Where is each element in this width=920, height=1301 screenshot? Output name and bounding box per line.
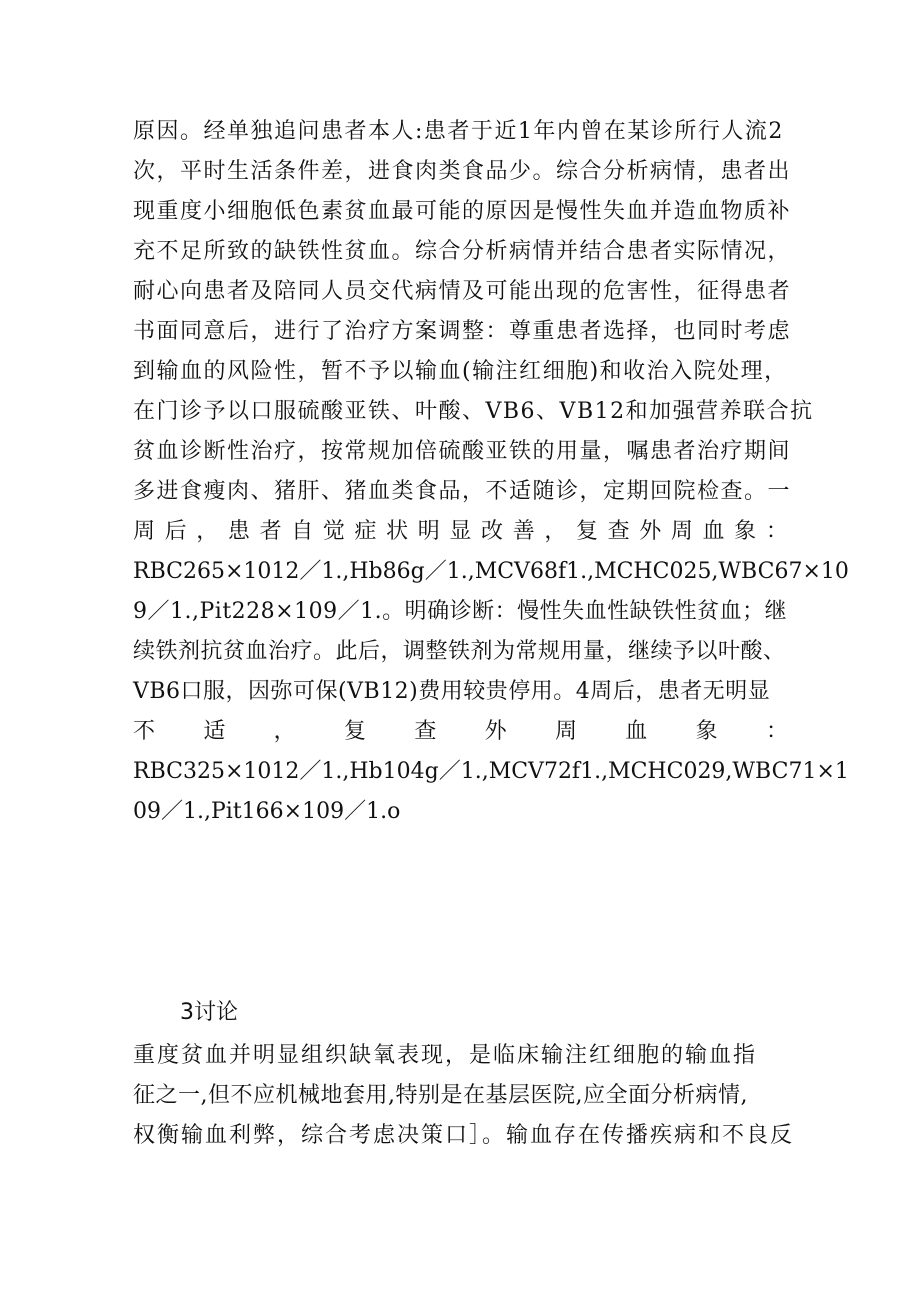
text-line: 书面同意后，进行了治疗方案调整：尊重患者选择，也同时考虑 (133, 319, 792, 344)
text-line: 原因。经单独追问患者本人:患者于近1年内曾在某诊所行人流2 (133, 119, 784, 144)
text-line: VB6口服，因弥可保(VB12)费用较贵停用。4周后，患者无明显 (133, 679, 771, 704)
text-line: 在门诊予以口服硫酸亚铁、叶酸、VB6、VB12和加强营养联合抗 (133, 399, 814, 424)
text-line: 充不足所致的缺铁性贫血。综合分析病情并结合患者实际情况， (133, 239, 792, 264)
justified-text-line: 周 后 ， 患 者 自 觉 症 状 明 显 改 善 ， 复 查 外 周 血 象 ： (133, 519, 788, 544)
text-line: 贫血诊断性治疗，按常规加倍硫酸亚铁的用量，嘱患者治疗期间 (133, 439, 792, 464)
text-line: 次，平时生活条件差，进食肉类食品少。综合分析病情，患者出 (133, 159, 792, 184)
text-line: RBC325×1012／1.,Hb104g／1.,MCV72f1.,MCHC029,WBC71×1 (133, 759, 849, 784)
text-line: 09／1.,Pit166×109／1.o (133, 799, 401, 824)
text-line: 续铁剂抗贫血治疗。此后，调整铁剂为常规用量，继续予以叶酸、 (133, 639, 786, 664)
text-line: 重度贫血并明显组织缺氧表现，是临床输注红细胞的输血指 (133, 1043, 758, 1068)
text-line: 耐心向患者及陪同人员交代病情及可能出现的危害性，征得患者 (133, 279, 792, 304)
text-line: 权衡输血利弊，综合考虑决策口］。输血存在传播疾病和不良反 (133, 1123, 795, 1148)
justified-text-line: 不 适 ， 复 查 外 周 血 象 ： (133, 719, 788, 744)
text-line: 现重度小细胞低色素贫血最可能的原因是慢性失血并造血物质补 (133, 199, 792, 224)
text-line: 多进食瘦肉、猪肝、猪血类食品，不适随诊，定期回院检查。一 (133, 479, 792, 504)
text-line: RBC265×1012／1.,Hb86g／1.,MCV68f1.,MCHC025,WBC67×10 (133, 559, 849, 584)
section-heading: 3讨论 (180, 1000, 238, 1025)
text-line: 到输血的风险性，暂不予以输血(输注红细胞)和收治入院处理， (133, 359, 788, 384)
text-line: 征之一,但不应机械地套用,特别是在基层医院,应全面分析病情, (133, 1083, 748, 1108)
text-line: 9／1.,Pit228×109／1.。明确诊断：慢性失血性缺铁性贫血；继 (133, 599, 788, 624)
